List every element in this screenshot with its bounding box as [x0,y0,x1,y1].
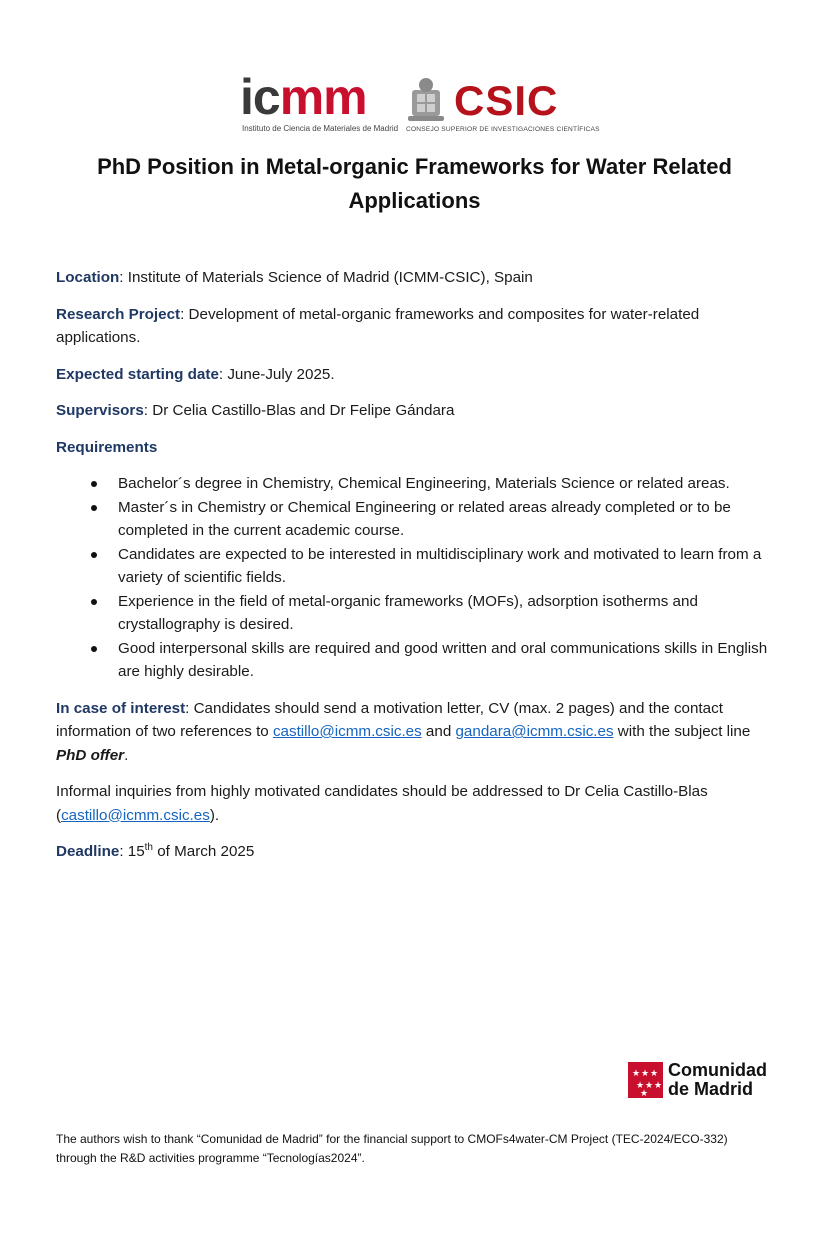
supervisors-label: Supervisors [56,402,144,419]
header-logos [238,69,600,136]
page-title: PhD Position in Metal-organic Frameworks for Water Related Applications [97,154,732,213]
start-date-value: : June-July 2025. [218,365,335,383]
inquiries-paragraph: Informal inquiries from highly motivated candidates should be addressed to Dr Celia Castillo-Blas (castillo@icmm.csic.es). [56,783,708,824]
csic-seal-icon [406,76,446,124]
deadline-line: Deadline: 15th of March 2025 [56,841,255,860]
document-body [56,266,776,877]
csic-subtitle: CONSEJO SUPERIOR DE INVESTIGACIONES CIENTÍFICAS [406,126,600,133]
email-link-inquiries[interactable]: castillo@icmm.csic.es [61,806,210,824]
deadline-label: Deadline [56,843,120,860]
email-link-gandara[interactable]: gandara@icmm.csic.es [455,723,614,740]
project-line [56,303,776,350]
icmm-subtitle: Instituto de Ciencia de Materiales de Madrid [242,124,399,133]
list-item: Master´s in Chemistry or Chemical Engineering or related areas already completed or to be completed in the current academic course. [56,496,776,543]
supervisors-line [56,399,776,423]
bullet-icon [91,646,97,652]
list-item: Candidates are expected to be interested in multidisciplinary work and motivated to learn from a variety of scientific fields. [56,543,776,590]
project-value: : Development of metal-organic frameworks and composites for water-related applications. [56,305,700,346]
bullet-icon [91,481,97,487]
comunidad-madrid-logo [628,1062,778,1102]
requirements-list [56,472,776,684]
email-link-castillo[interactable]: castillo@icmm.csic.es [272,723,422,740]
start-date-line [56,363,776,387]
subject-line-text: PhD offer [56,746,125,764]
requirements-heading: Requirements [56,438,158,456]
list-item: Good interpersonal skills are required and good written and oral communications skills in English are highly desirable. [56,637,776,684]
list-item: Bachelor´s degree in Chemistry, Chemical Engineering, Materials Science or related areas. [56,472,776,496]
madrid-flag-icon: ★ ★ ★ ★ ★ ★ ★ [628,1062,663,1098]
project-label: Research Project [56,305,181,323]
location-label: Location [56,269,120,286]
bullet-icon [91,599,97,605]
csic-logo: CSIC [454,77,559,124]
location-value: : Institute of Materials Science of Madrid (ICMM-CSIC), Spain [119,269,533,286]
interest-paragraph: In case of interest: Candidates should send a motivation letter, CV (max. 2 pages) and the contact information of two references to castillo@icmm.csic.es and gandara@icmm.csic.es with the subject line PhD offer. [56,699,751,764]
start-date-label: Expected starting date [56,365,219,383]
supervisors-value: : Dr Celia Castillo-Blas and Dr Felipe Gándara [143,402,455,419]
bullet-icon [91,505,97,511]
icmm-logo: icmm [240,69,367,125]
acknowledgement-footnote: The authors wish to thank “Comunidad de Madrid” for the financial support to CMOFs4water-CM Project (TEC-2024/ECO-332) through the R&D activities programme “Tecnologías2024”. [56,1132,728,1165]
comunidad-madrid-text: Comunidad de Madrid [668,1060,767,1099]
list-item: Experience in the field of metal-organic frameworks (MOFs), adsorption isotherms and crystallography is desired. [56,590,776,637]
interest-label: In case of interest [56,699,186,717]
bullet-icon [91,552,97,558]
location-line [56,266,776,290]
